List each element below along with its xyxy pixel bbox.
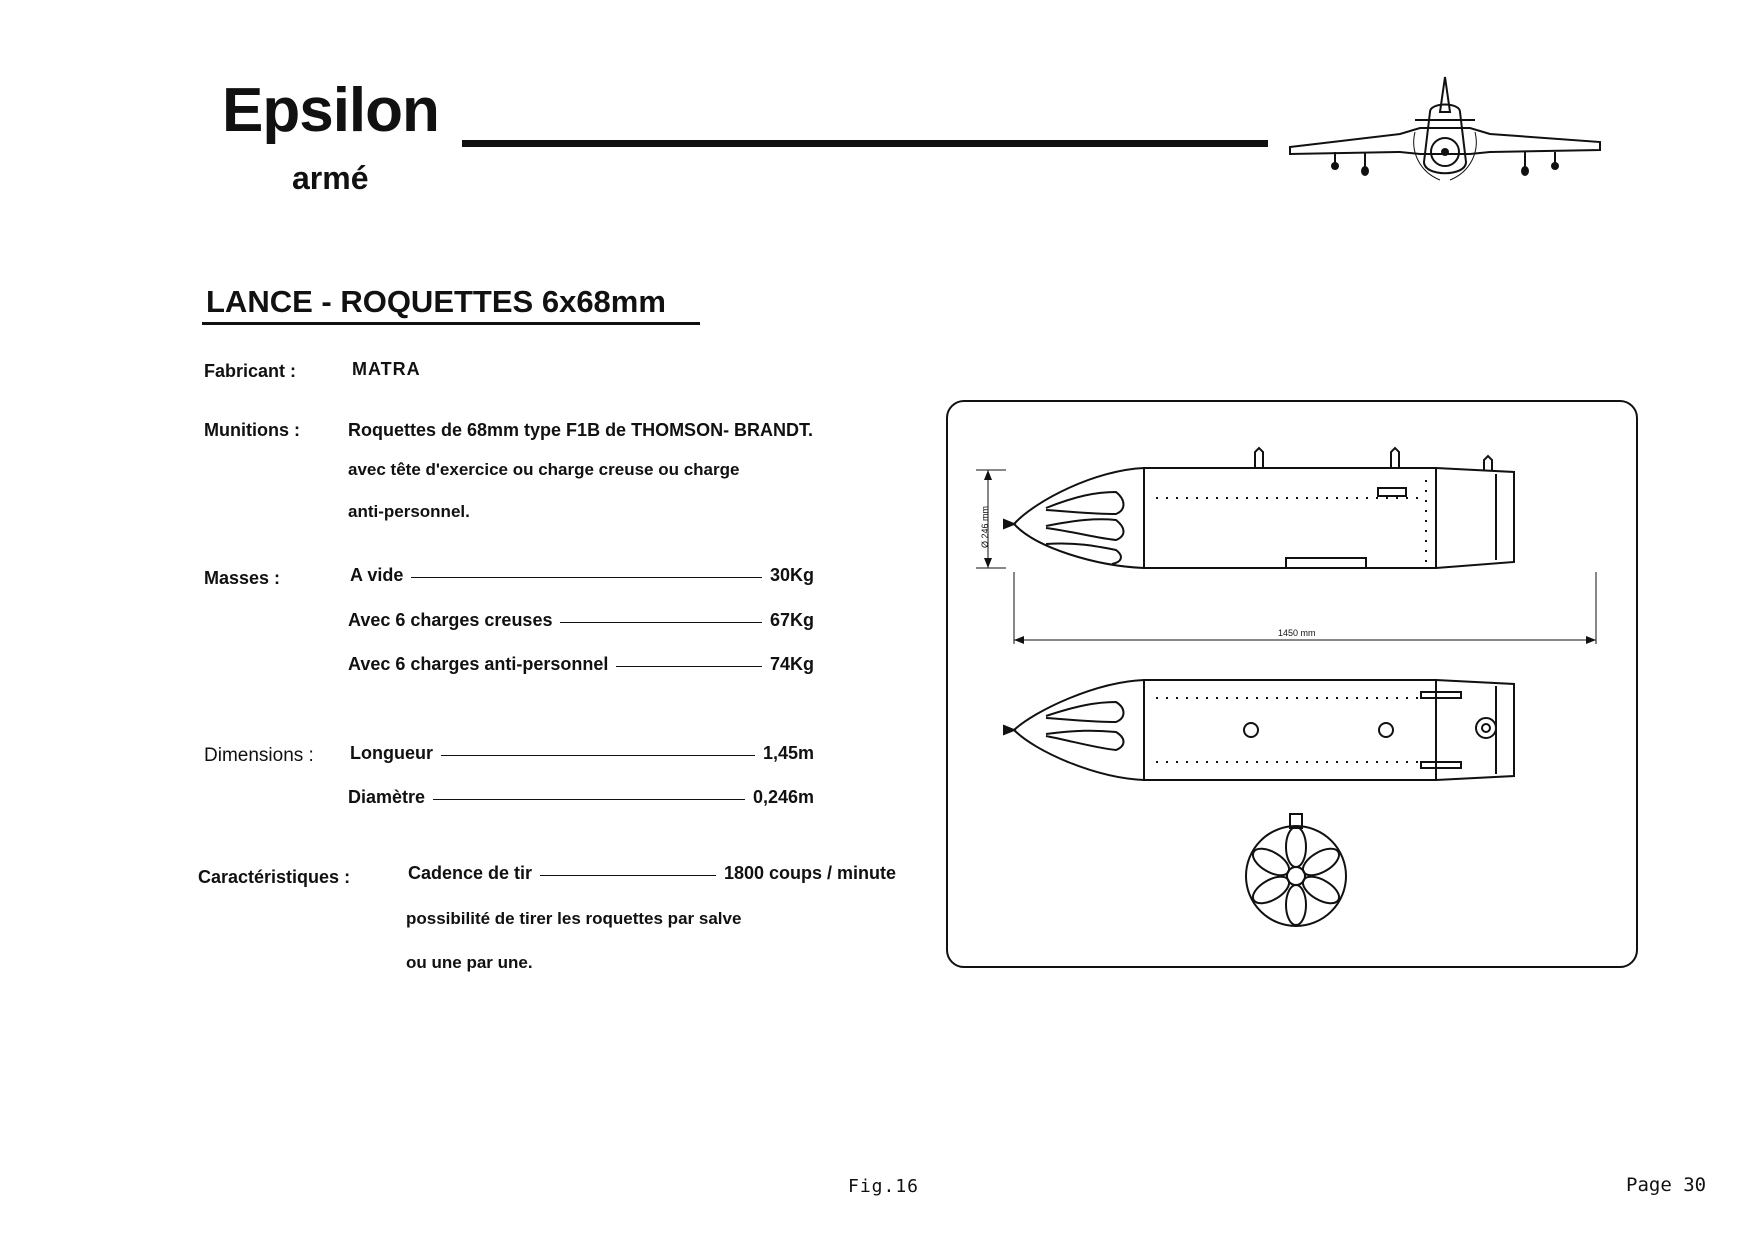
- caracteristiques-line: possibilité de tirer les roquettes par salve: [406, 909, 742, 928]
- rocket-pod-drawing: [946, 400, 1638, 968]
- leader-line: [411, 577, 762, 578]
- leader-line: [441, 755, 755, 756]
- cadence-row: [408, 864, 896, 882]
- masses-label: Masses :: [204, 568, 281, 588]
- munitions-line: avec tête d'exercice ou charge creuse ou charge: [348, 460, 740, 479]
- mass-row: [348, 611, 814, 629]
- leader-line: [433, 799, 745, 800]
- dimension-row: [348, 788, 814, 806]
- dimension-name: Diamètre: [348, 787, 426, 807]
- dimension-row: [350, 744, 814, 762]
- header-rule: [462, 140, 1268, 147]
- mass-value: 30Kg: [769, 565, 814, 585]
- page-number: Page 30: [1626, 1174, 1707, 1196]
- munitions-line: anti-personnel.: [348, 502, 470, 521]
- title-underline: [202, 322, 700, 325]
- mass-row: [348, 655, 814, 673]
- caracteristiques-line: ou une par une.: [406, 953, 533, 972]
- mass-row: [350, 566, 814, 584]
- mass-value: 74Kg: [769, 654, 814, 674]
- dimensions-label: Dimensions :: [204, 745, 314, 766]
- fabricant-label: Fabricant :: [204, 361, 297, 381]
- leader-line: [560, 622, 762, 623]
- munitions-label: Munitions :: [204, 420, 300, 440]
- figure-caption: Fig.16: [848, 1176, 920, 1197]
- cadence-name: Cadence de tir: [408, 863, 533, 883]
- cadence-value: 1800 coups / minute: [723, 863, 896, 883]
- leader-line: [616, 666, 762, 667]
- dimension-value: 0,246m: [752, 787, 814, 807]
- dimension-name: Longueur: [350, 743, 433, 763]
- mass-name: A vide: [350, 565, 404, 585]
- logo-title: Epsilon: [222, 76, 439, 145]
- logo-subtitle: armé: [292, 160, 369, 196]
- diameter-dimension-label: Ø 246 mm: [980, 505, 990, 548]
- leader-line: [540, 875, 716, 876]
- airplane-icon: [1280, 72, 1610, 202]
- caracteristiques-label: Caractéristiques :: [198, 867, 351, 887]
- mass-name: Avec 6 charges anti-personnel: [348, 654, 609, 674]
- mass-name: Avec 6 charges creuses: [348, 610, 553, 630]
- munitions-line: Roquettes de 68mm type F1B de THOMSON- BRANDT.: [348, 420, 814, 440]
- mass-value: 67Kg: [769, 610, 814, 630]
- length-dimension-label: 1450 mm: [1278, 628, 1316, 638]
- page-title: LANCE - ROQUETTES 6x68mm: [206, 284, 666, 319]
- dimension-value: 1,45m: [762, 743, 814, 763]
- fabricant-value: MATRA: [352, 359, 421, 379]
